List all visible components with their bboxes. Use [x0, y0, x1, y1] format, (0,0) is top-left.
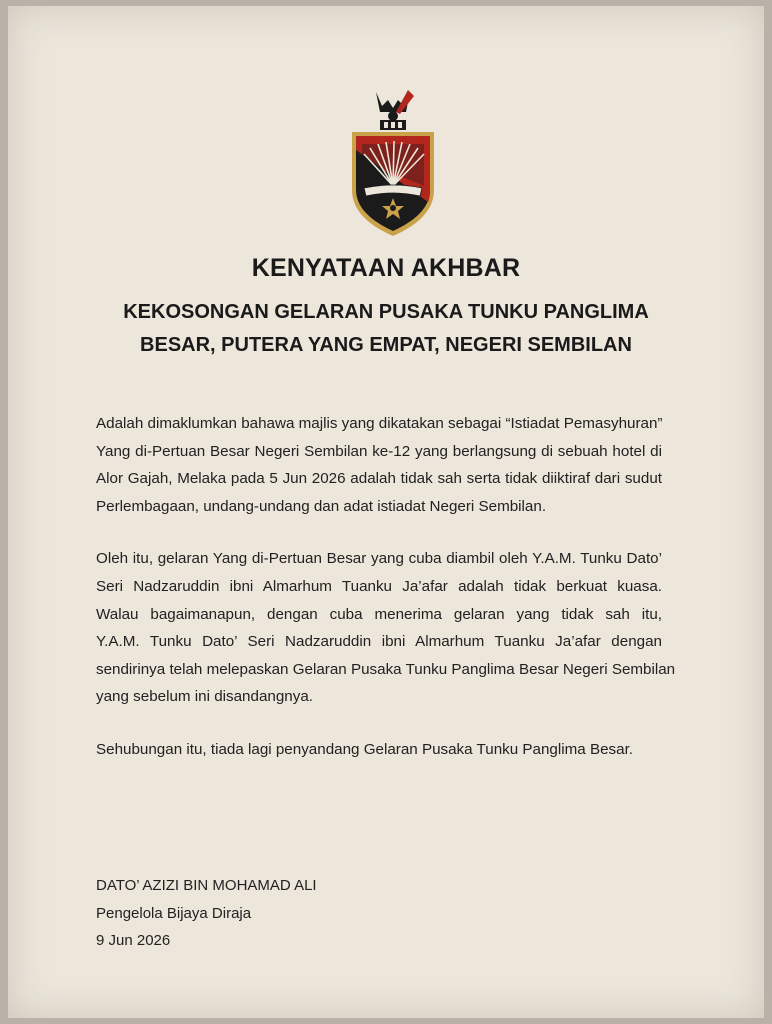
paragraph-line: Alor Gajah, Melaka pada 5 Jun 2026 adalah tidak sah serta tidak diiktiraf dari sudut — [96, 470, 662, 488]
paragraph-line: Seri Nadzaruddin ibni Almarhum Tuanku Ja’afar adalah tidak berkuat kuasa. — [96, 577, 662, 595]
signatory-name: DATO’ AZIZI BIN MOHAMAD ALI — [96, 877, 317, 894]
press-release-page — [8, 6, 764, 1018]
negeri-sembilan-crest-icon — [348, 90, 438, 240]
paragraph-line: Walau bagaimanapun, dengan cuba menerima gelaran yang tidak sah itu, — [96, 605, 662, 623]
paragraph-line: Y.A.M. Tunku Dato’ Seri Nadzaruddin ibni Almarhum Tuanku Ja’afar dengan — [96, 633, 662, 651]
paragraph-1 — [96, 410, 662, 520]
paragraph-line: sendirinya telah melepaskan Gelaran Pusaka Tunku Panglima Besar Negeri Sembilan — [96, 660, 676, 678]
paragraph-line: Adalah dimaklumkan bahawa majlis yang dikatakan sebagai “Istiadat Pemasyhuran” — [96, 415, 663, 432]
release-date: 9 Jun 2026 — [96, 932, 171, 949]
subtitle-line: KEKOSONGAN GELARAN PUSAKA TUNKU PANGLIMA — [123, 301, 649, 323]
subtitle-line: BESAR, PUTERA YANG EMPAT, NEGERI SEMBILAN — [140, 334, 632, 356]
signatory-position: Pengelola Bijaya Diraja — [96, 904, 252, 922]
paragraph-line: Sehubungan itu, tiada lagi penyandang Gelaran Pusaka Tunku Panglima Besar. — [96, 740, 634, 758]
paragraph-line: Perlembagaan, undang-undang dan adat istiadat Negeri Sembilan. — [96, 497, 547, 515]
paragraph-line: Yang di-Pertuan Besar Negeri Sembilan ke-12 yang berlangsung di sebuah hotel di — [96, 442, 662, 460]
paragraph-line: yang sebelum ini disandangnya. — [96, 688, 313, 706]
signature-block — [96, 872, 317, 955]
page-title: KENYATAAN AKHBAR — [251, 254, 521, 282]
paragraph-line: Oleh itu, gelaran Yang di-Pertuan Besar yang cuba diambil oleh Y.A.M. Tunku Dato’ — [96, 550, 662, 568]
paragraph-2 — [96, 545, 676, 711]
body-text — [96, 410, 676, 789]
page-subtitle — [68, 296, 704, 362]
paragraph-3 — [96, 736, 662, 764]
